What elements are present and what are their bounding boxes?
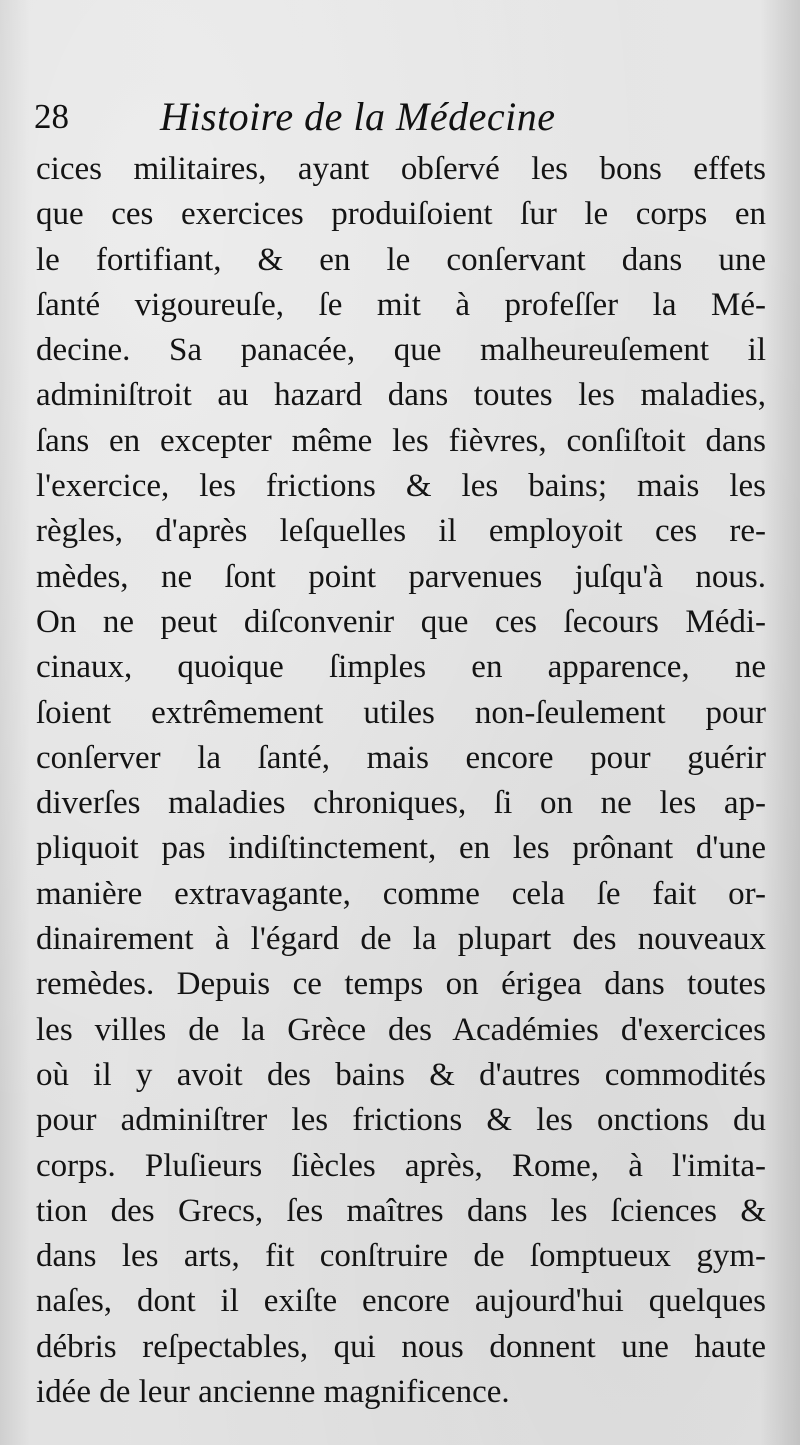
text-line: l'exercice, les frictions & les bains; mais les	[36, 468, 766, 505]
text-line: corps. Pluſieurs ſiècles après, Rome, à l'imita-	[36, 1147, 766, 1184]
text-line: ſans en excepter même les fièvres, conſiſtoit dans	[36, 422, 766, 459]
text-line: où il y avoit des bains & d'autres commodités	[36, 1056, 766, 1093]
text-line: conſerver la ſanté, mais encore pour guérir	[36, 739, 766, 776]
text-line: On ne peut diſconvenir que ces ſecours Médi-	[36, 603, 766, 640]
text-line: diverſes maladies chroniques, ſi on ne les ap-	[36, 785, 766, 822]
body-text	[36, 147, 766, 1415]
text-line: idée de leur ancienne magnificence.	[36, 1374, 510, 1411]
running-title: Histoire de la Médecine	[160, 94, 556, 139]
text-line: mèdes, ne ſont point parvenues juſqu'à nous.	[36, 558, 766, 595]
text-line: decine. Sa panacée, que malheureuſement il	[36, 332, 766, 369]
text-line: cinaux, quoique ſimples en apparence, ne	[36, 649, 766, 686]
text-line: les villes de la Grèce des Académies d'exercices	[36, 1011, 766, 1048]
text-line: remèdes. Depuis ce temps on érigea dans toutes	[36, 966, 766, 1003]
text-line: règles, d'après leſquelles il employoit ces re-	[36, 513, 766, 550]
page-number: 28	[34, 97, 69, 136]
text-line: que ces exercices produiſoient ſur le corps en	[36, 196, 766, 233]
text-line: le fortifiant, & en le conſervant dans une	[36, 241, 766, 278]
page-header	[34, 92, 774, 142]
text-line: dinairement à l'égard de la plupart des nouveaux	[36, 921, 766, 958]
text-line: tion des Grecs, ſes maîtres dans les ſciences &	[36, 1192, 766, 1229]
text-line: ſoient extrêmement utiles non-ſeulement pour	[36, 694, 766, 731]
text-line: ſanté vigoureuſe, ſe mit à profeſſer la Mé-	[36, 286, 766, 323]
text-line: cices militaires, ayant obſervé les bons effets	[36, 151, 766, 187]
text-line: naſes, dont il exiſte encore aujourd'hui quelques	[36, 1283, 766, 1320]
text-line: adminiſtroit au hazard dans toutes les maladies,	[36, 377, 766, 414]
text-line: débris reſpectables, qui nous donnent une haute	[36, 1328, 766, 1365]
text-line: manière extravagante, comme cela ſe fait or-	[36, 875, 766, 912]
text-line: pliquoit pas indiſtinctement, en les prônant d'une	[36, 830, 766, 867]
text-line: pour adminiſtrer les frictions & les onctions du	[36, 1102, 766, 1139]
text-line: dans les arts, fit conſtruire de ſomptueux gym-	[36, 1238, 766, 1275]
